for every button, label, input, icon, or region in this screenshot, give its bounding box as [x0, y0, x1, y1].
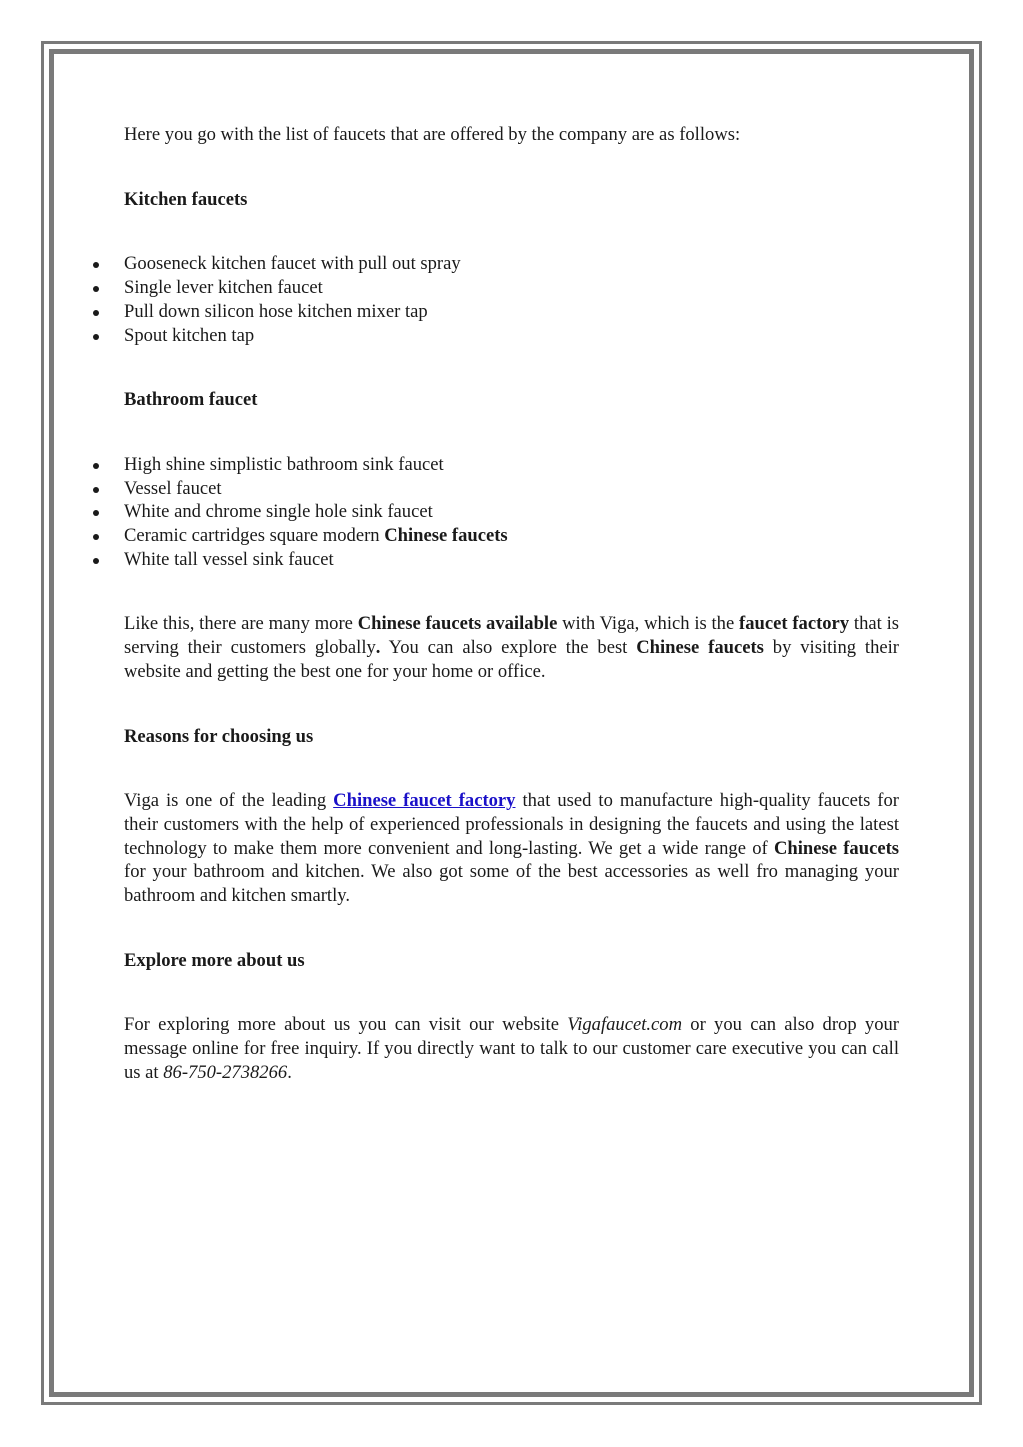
intro-paragraph: Here you go with the list of faucets that are offered by the company are as follows:	[124, 124, 741, 145]
kitchen-faucets-heading: Kitchen faucets	[124, 188, 248, 210]
list-item	[124, 477, 899, 501]
list-item	[124, 500, 899, 524]
bold-keyword: Chinese faucets	[384, 525, 508, 547]
reasons-heading: Reasons for choosing us	[124, 725, 314, 747]
list-item-text: Ceramic cartridges square modern	[124, 525, 385, 547]
bullet-icon	[93, 534, 99, 540]
list-item-text: White and chrome single hole sink faucet	[124, 501, 433, 523]
list-item-text: Spout kitchen tap	[124, 324, 255, 346]
phone-number: 86-750-2738266	[163, 1061, 288, 1083]
like-this-paragraph	[124, 612, 899, 683]
text-run: Like this, there are many more	[124, 613, 358, 635]
explore-heading: Explore more about us	[124, 949, 305, 971]
bullet-icon	[93, 310, 99, 316]
text-run: .	[287, 1061, 292, 1083]
chinese-faucet-factory-link[interactable]: Chinese faucet factory	[333, 790, 516, 812]
list-item	[124, 276, 899, 300]
text-run: For exploring more about us you can visit our website	[124, 1014, 568, 1036]
bold-keyword: faucet factory	[739, 613, 850, 635]
list-item	[124, 300, 899, 324]
bathroom-faucet-heading: Bathroom faucet	[124, 389, 258, 411]
bullet-icon	[93, 487, 99, 493]
list-item-text: Vessel faucet	[124, 477, 222, 499]
document-body	[124, 123, 899, 1126]
list-item	[124, 453, 899, 477]
bold-period: .	[375, 637, 381, 659]
list-item	[124, 548, 899, 572]
text-run: for your bathroom and kitchen. We also got some of the best accessories as well fro managing your bathroom and kitchen smartly.	[124, 861, 899, 907]
bold-keyword: Chinese faucets	[636, 637, 764, 659]
bullet-icon	[93, 334, 99, 340]
list-item-text: Gooseneck kitchen faucet with pull out spray	[124, 253, 461, 275]
list-item	[124, 324, 899, 348]
list-item	[124, 252, 899, 276]
text-run: Viga is one of the leading	[124, 790, 334, 812]
list-item-text: Pull down silicon hose kitchen mixer tap	[124, 300, 428, 322]
kitchen-faucets-list	[124, 252, 899, 347]
bold-keyword: Chinese faucets	[773, 837, 899, 859]
list-item	[124, 524, 899, 548]
explore-paragraph	[124, 1013, 899, 1084]
bullet-icon	[93, 558, 99, 564]
text-run: or you can also drop your message online for free inquiry. If you directly want to talk to our customer care executive you can call us at	[124, 1014, 899, 1083]
website-name: Vigafaucet.com	[567, 1014, 683, 1036]
text-run: that is serving their customers globally	[124, 613, 899, 659]
text-run: You can also explore the best	[380, 637, 637, 659]
bold-keyword: Chinese faucets available	[357, 613, 558, 635]
text-run: that used to manufacture high-quality faucets for their customers with the help of experienced professionals in designing the faucets and using the latest technology to make them more convenient and long-lasting. We get a wide range of	[124, 790, 899, 859]
list-item-text: High shine simplistic bathroom sink faucet	[124, 453, 444, 475]
list-item-text: Single lever kitchen faucet	[124, 277, 323, 299]
reasons-paragraph	[124, 789, 899, 908]
bathroom-faucet-list	[124, 453, 899, 572]
text-run: with Viga, which is the	[557, 613, 740, 635]
list-item-text: White tall vessel sink faucet	[124, 548, 334, 570]
text-run: by visiting their website and getting the best one for your home or office.	[124, 637, 899, 682]
bullet-icon	[93, 463, 99, 469]
